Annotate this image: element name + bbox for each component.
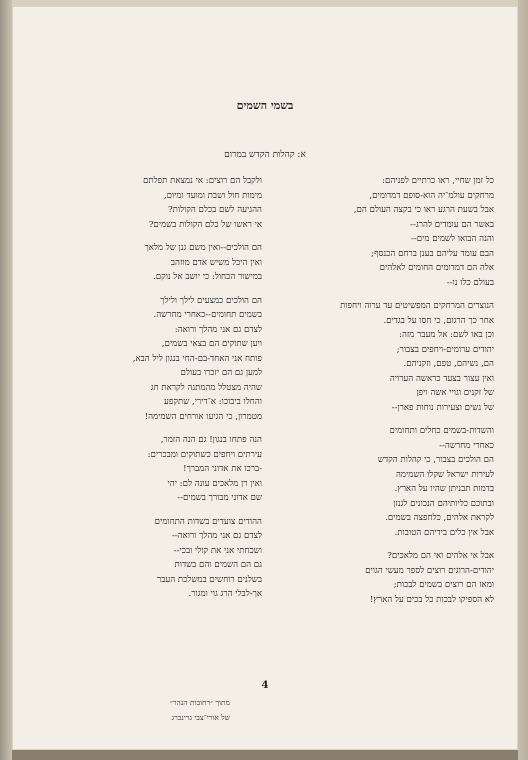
stanza [40, 294, 262, 425]
verse-line: פותח אני האחד-בם-החי בנגון ליל הבא, [132, 353, 262, 364]
verse-line: ואין רן מלאכים עונה לם: יהי [167, 478, 262, 489]
verse-line: עירתים ויחפים כשתוקים ומבכרים: [147, 449, 262, 460]
verse-line: ואין עצור בצעד כראשה הערויה [389, 373, 494, 384]
verse-line: אך-לבלי הרג גוי ומגור. [188, 589, 262, 599]
verse-line: הם, נשיהם, טפם, וזקניהם. [403, 359, 494, 369]
verse-line: באשר הם עומדים להרג-- [410, 219, 494, 230]
verse-line: והנה הבואו לשמים מים-- [410, 234, 494, 244]
verse-line: בשמים תחומים--כאחרי מחרשה. [153, 310, 262, 320]
verse-line: שם אדוני מבורך בשמים-- [177, 493, 262, 503]
verse-line: והשדות-בשמים כחלים ותחומים [389, 426, 494, 436]
verse-line: שהיה מצטלל מהמתנה לקראת חג [150, 382, 262, 393]
verse-line: מימות חול ושבת ומועד ומיום, [163, 190, 262, 201]
poem-title: בשמי השמים [236, 99, 294, 112]
verse-line: ואין היכל משיש אדם מוזהב [170, 257, 262, 268]
stanza [40, 241, 262, 285]
book-binding [0, 0, 12, 760]
verse-line: למען גם הם יזכרו בעולם [180, 368, 262, 378]
verse-line: ולקבל הם רוצים: אי נמצאת תפלתם [143, 176, 262, 186]
book-page [12, 6, 518, 750]
stanza [40, 515, 262, 602]
verse-line: מטמרון, כי הגיעו אורחים השמימה! [144, 411, 262, 422]
verse-line: לעירות ישראל שקלו השמימה [395, 469, 494, 480]
verse-line: לא הספיקו לבכות כל בכים על הארץ! [369, 594, 494, 605]
stanza [272, 424, 494, 540]
stanza [40, 174, 262, 232]
section-subtitle: א: קהלות הקדש במרום [224, 150, 306, 160]
verse-line: יהודים-הרוגים רוצים לספר מעשי הגוים [365, 565, 494, 576]
verse-line: יהודים ערומים-ויחפים בצבור; [396, 344, 494, 355]
footnote [50, 696, 230, 725]
verse-line: אבל אי אלהים ואי הם מלאכים? [387, 551, 494, 561]
verse-line: הם הולכים כמצעים לילך ולילך [160, 295, 262, 306]
verse-line: לקראת אלהים, כלחפצה בשמים. [385, 513, 494, 523]
verse-line: אחר כך הרגום, כי חסו על בגדים. [383, 315, 494, 326]
verse-line: ובתוכם כליותיהם הנכונים לגנזן [393, 498, 494, 509]
verse-line: הנה פתחו בנגון! גם הנה הזמר, [160, 435, 262, 445]
verse-line: גם הם השמים והם בשדות [174, 560, 262, 570]
left-column [40, 174, 262, 611]
verse-line: כל זמן שחיי, ראו כרתיים לפניהם: [382, 176, 494, 186]
verse-line: לצדם גם אני מהלך ורואה-- [171, 531, 262, 541]
verse-line: הנוצרים המרחקים המפשיטים עד ערוה ויחפות [340, 301, 494, 311]
verse-line: והחלו ביבוכו: א־דירי, שתקפע [163, 397, 262, 407]
footnote-line: מתוך ״רחובות הנהר״ [170, 698, 230, 707]
verse-line: ומאז הם רוצים בשמים לבכות; [393, 580, 494, 590]
verse-line: של זקנים וגויי אשה ויפן [416, 388, 494, 398]
stanza [272, 299, 494, 415]
verse-line: ויען שתוקים הם בצאי בשמים, [161, 339, 262, 349]
verse-line: הבם עומד עליהם בענן ברחם הכנסף; [371, 248, 494, 259]
verse-line: של נשים וצעירות נוחות פארן-- [391, 402, 494, 413]
page-number: 4 [261, 680, 269, 691]
verse-line: בדמות תבניתן שהיו על הארץ. [394, 484, 494, 494]
verse-line: אי ראשו של כלם הקולות בשמים? [148, 219, 262, 230]
verse-line: כאחרי מחרשה-- [439, 440, 494, 451]
verse-line: בשלנים רוחשים במשלכת העבר [156, 574, 262, 585]
stanza [40, 433, 262, 506]
verse-line: אלה הם דמדומים החומים לאלהים [379, 263, 494, 273]
verse-line: וכן באו לשם: אל מעבר מזה: [399, 330, 494, 340]
footnote-line: של אורי־צבי גרינברג [171, 712, 230, 722]
verse-line: לצדם גם אני מהלך ורואה: [174, 324, 262, 335]
verse-line: אבל אין כלים בידיהם הטובות. [394, 527, 494, 538]
verse-line: הם הולכים בצבור, כי קהלות הקדש [377, 455, 494, 465]
verse-line: הם הולכים--ואין משם גנן של מלאך [144, 243, 262, 253]
right-column [272, 174, 494, 616]
verse-line: אבל בשעת הרגע ראו כי בקצה העולם הם, [353, 205, 494, 215]
page-edge [518, 0, 528, 760]
verse-line: בעולם כלו נו-- [446, 277, 494, 288]
verse-line: במישור הכחול: כי יושב אל נוקם. [153, 272, 262, 282]
stanza [272, 174, 494, 290]
verse-line: ההודים צועדים בשדות התחומים [154, 516, 262, 527]
verse-line: ושכחתי אני את קולי ובכי-- [173, 545, 262, 556]
verse-line: -ברכו את אדוני המברך! [183, 464, 262, 474]
stanza [272, 549, 494, 607]
verse-line: מרחקים עולמ־יה הוא-סופם דמדומים, [369, 190, 494, 201]
verse-line: ההגיעה לשם בכלם הקולות? [168, 205, 262, 215]
